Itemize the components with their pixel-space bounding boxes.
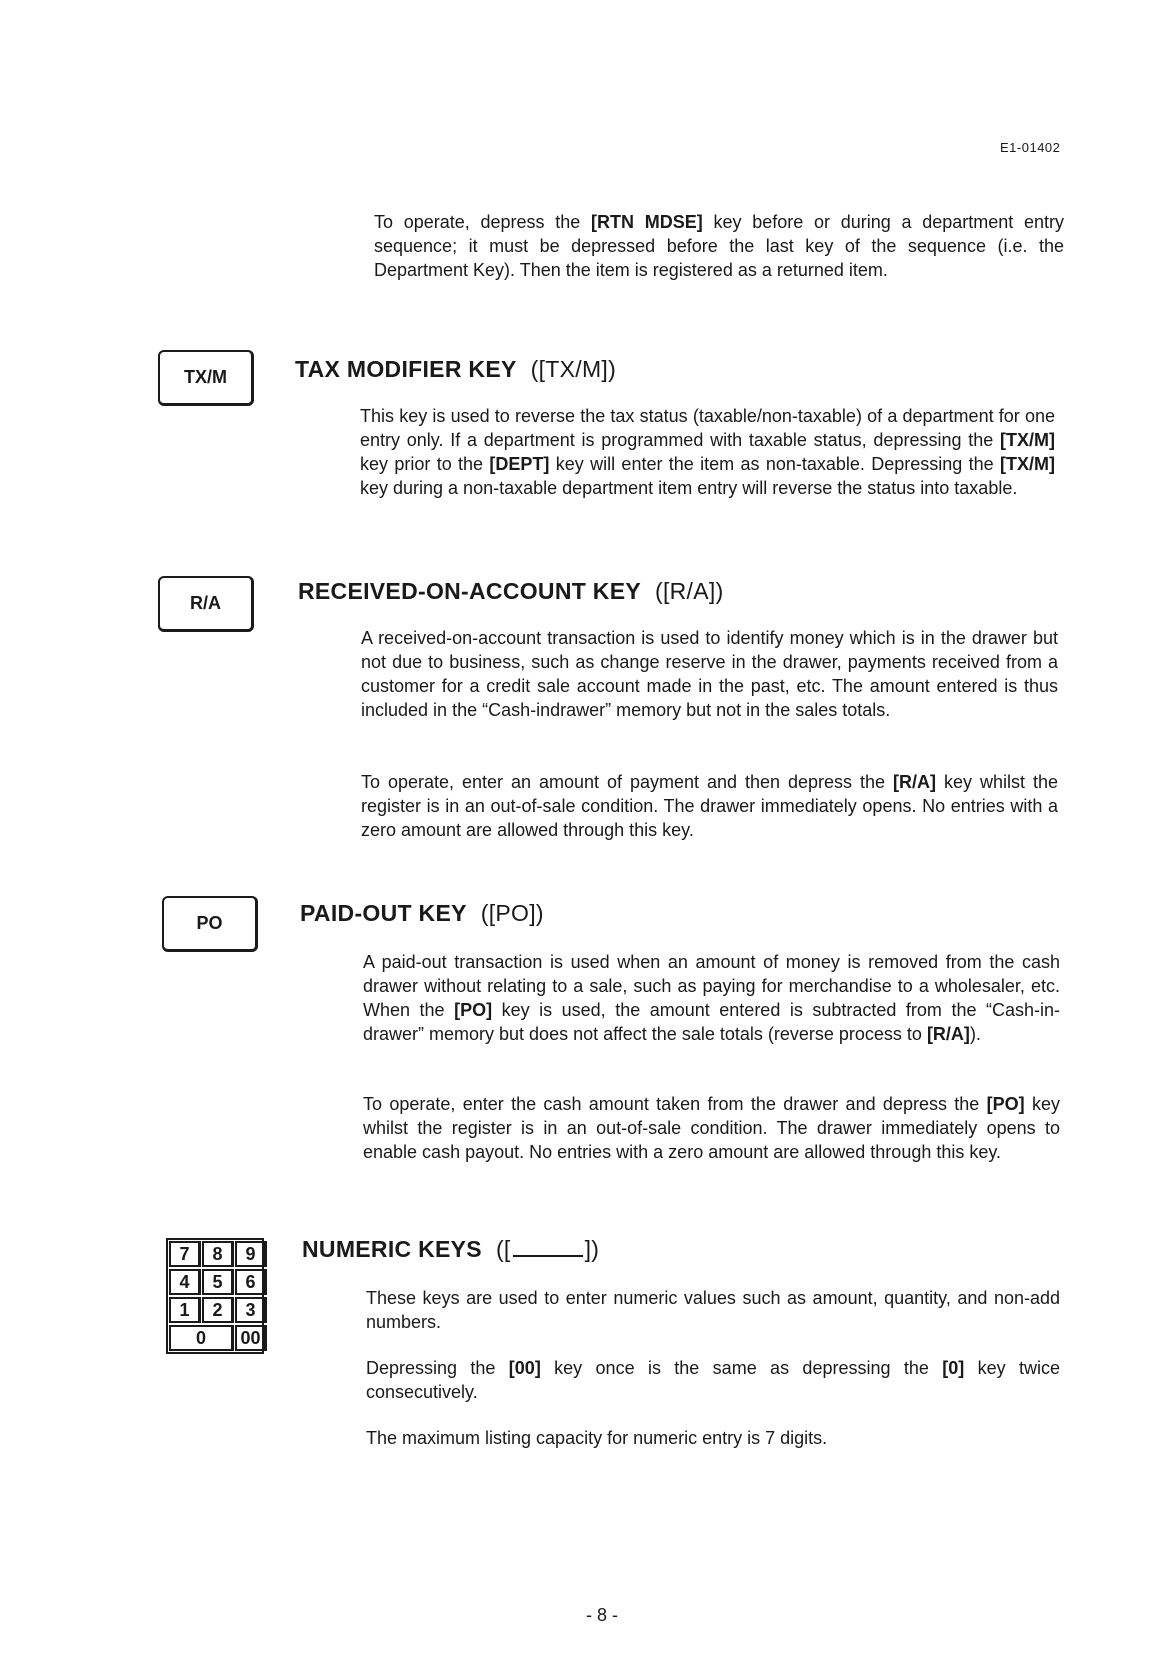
po-key-icon: PO [162,896,258,952]
paid-out-paragraph-1: A paid-out transaction is used when an amount of money is removed from the cash drawer without relating to a sale, such as paying for merchandise to a wholesaler, etc. When the [PO] key is used, the amount entered is subtracted from the “Cash-in-drawer” memory but does not affect the sale totals (reverse process to [R/A]). [363,952,1060,1044]
tax-modifier-heading: TAX MODIFIER KEY ([TX/M]) [295,356,617,382]
document-id: E1-01402 [1000,140,1061,155]
paid-out-paragraph-2: To operate, enter the cash amount taken from the drawer and depress the [PO] key whilst the register is in an out-of-sale condition. The drawer immediately opens to enable cash payout. No entries with a zero amount are allowed through this key. [363,1094,1060,1162]
ra-key-icon: R/A [158,576,254,632]
tax-modifier-paragraph: This key is used to reverse the tax status (taxable/non-taxable) of a department for one entry only. If a department is programmed with taxable status, depressing the [TX/M] key prior to the [DEPT] key will enter the item as non-taxable. Depressing the [TX/M] key during a non-taxable department item entry will reverse the status into taxable. [360,406,1055,498]
key-00: 00 [235,1325,267,1351]
key-1: 1 [169,1297,201,1323]
key-8: 8 [202,1241,234,1267]
numeric-keypad-icon [166,1238,264,1354]
numeric-keys-paragraph-3: The maximum listing capacity for numeric entry is 7 digits. [366,1428,828,1448]
key-9: 9 [235,1241,267,1267]
numeric-keys-paragraph-1: These keys are used to enter numeric values such as amount, quantity, and non-add numbers. [366,1288,1060,1332]
key-7: 7 [169,1241,201,1267]
key-5: 5 [202,1269,234,1295]
key-4: 4 [169,1269,201,1295]
received-on-account-paragraph-2: To operate, enter an amount of payment and then depress the [R/A] key whilst the register is in an out-of-sale condition. The drawer immediately opens. No entries with a zero amount are allowed through this key. [361,772,1058,840]
key-6: 6 [235,1269,267,1295]
txm-key-icon: TX/M [158,350,254,406]
paid-out-heading: PAID-OUT KEY ([PO]) [300,900,544,926]
key-3: 3 [235,1297,267,1323]
blank-line [513,1237,583,1257]
key-0: 0 [169,1325,234,1351]
intro-paragraph: To operate, depress the [RTN MDSE] key before or during a department entry sequence; it must be depressed before the last key of the sequence (i.e. the Department Key). Then the item is registered as a returned item. [374,212,1064,280]
received-on-account-paragraph-1: A received-on-account transaction is used to identify money which is in the drawer but not due to business, such as change reserve in the drawer, payments received from a customer for a credit sale account made in the past, etc. The amount entered is thus included in the “Cash-indrawer” memory but not in the sales totals. [361,628,1058,720]
page-number: - 8 - [586,1605,619,1625]
numeric-keys-heading: NUMERIC KEYS ([ ]) [302,1236,600,1262]
key-2: 2 [202,1297,234,1323]
received-on-account-heading: RECEIVED-ON-ACCOUNT KEY ([R/A]) [298,578,724,604]
numeric-keys-paragraph-2: Depressing the [00] key once is the same as depressing the [0] key twice consecutively. [366,1358,1060,1402]
